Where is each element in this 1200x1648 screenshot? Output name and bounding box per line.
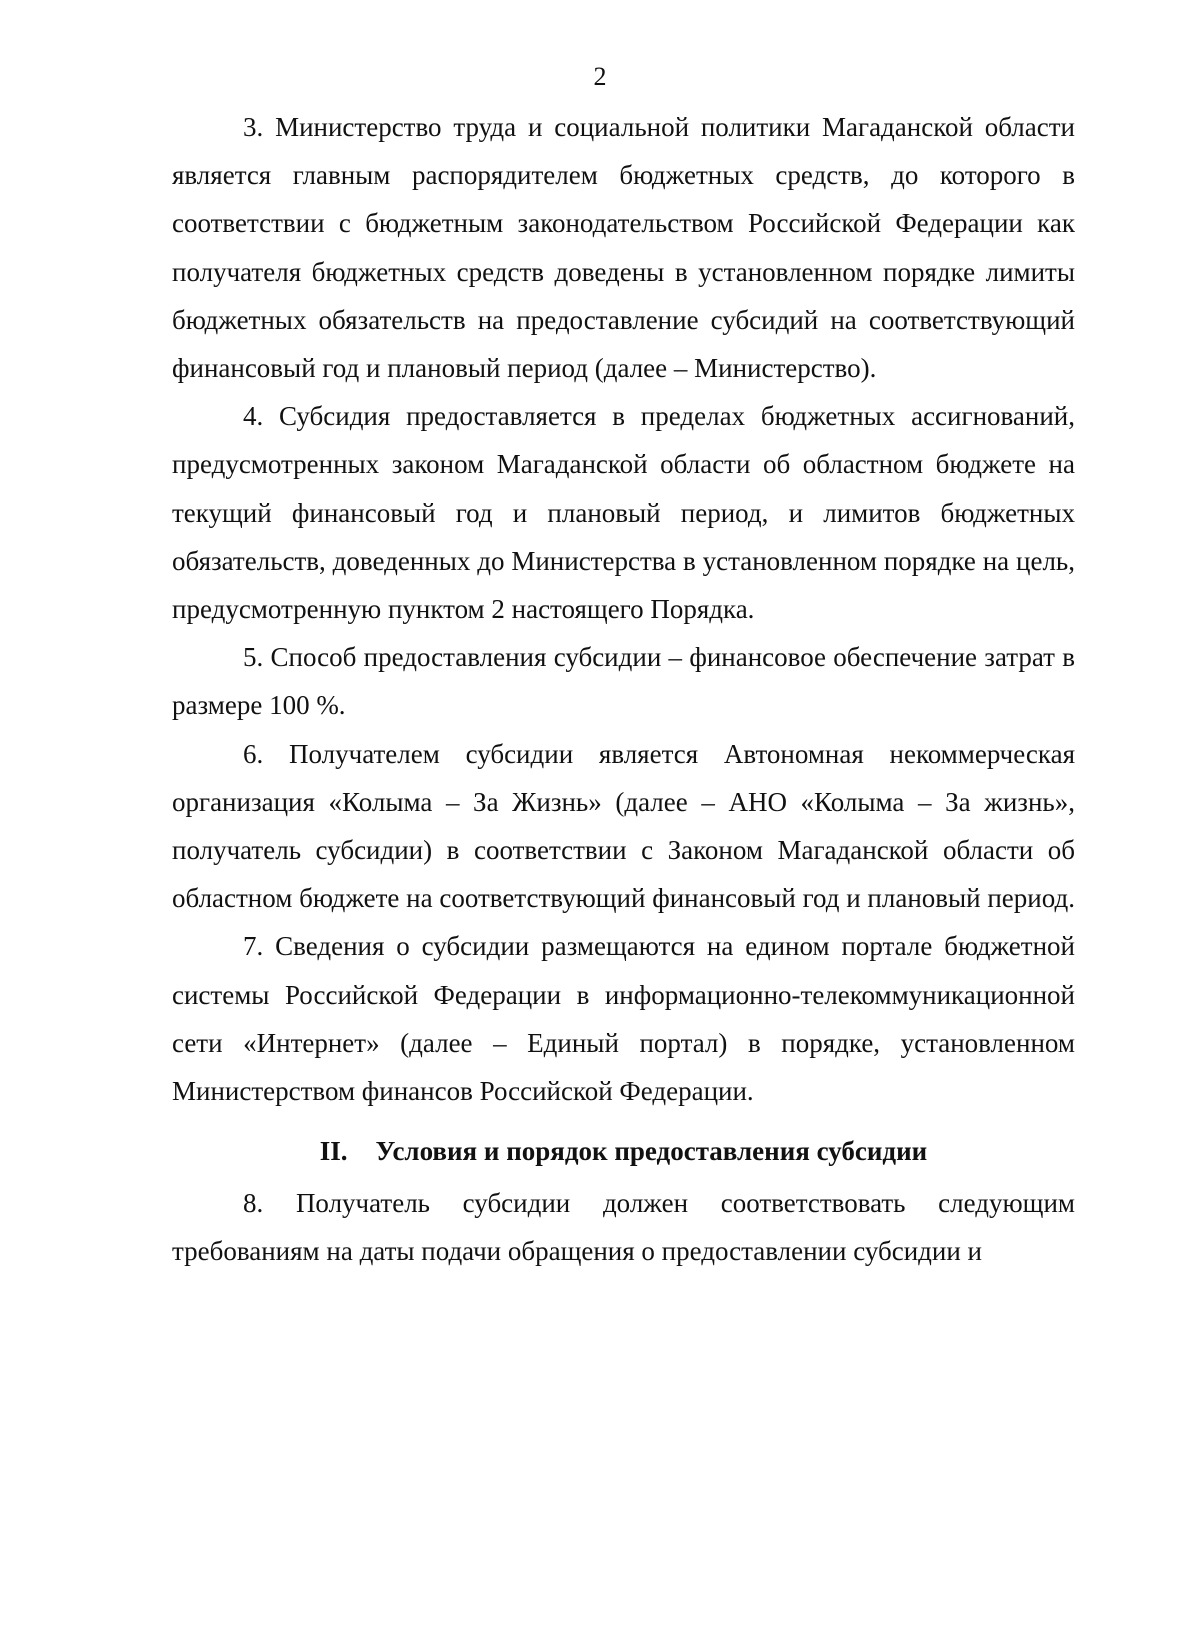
- paragraph-7: 7. Сведения о субсидии размещаются на едином портале бюджетной системы Российской Федерации в информационно-телекоммуникационной сети «Интернет» (далее – Единый портал) в порядке, установленном Министерством финансов Российской Федерации.: [172, 931, 1075, 1107]
- document-body: [172, 103, 1075, 1276]
- paragraph-4: 4. Субсидия предоставляется в пределах бюджетных ассигнований, предусмотренных законом Магаданской области об областном бюджете на текущий финансовый год и плановый период, и лимитов бюджетных обязательств, доведенных до Министерства в установленном порядке на цель, предусмотренную пунктом 2 настоящего Порядка.: [172, 401, 1075, 625]
- section-heading: [172, 1127, 1075, 1175]
- paragraph-6: 6. Получателем субсидии является Автономная некоммерческая организация «Колыма – За Жизнь» (далее – АНО «Колыма – За жизнь», получатель субсидии) в соответствии с Законом Магаданской области об областном бюджете на соответствующий финансовый год и плановый период.: [172, 738, 1075, 914]
- paragraph-5: 5. Способ предоставления субсидии – финансовое обеспечение затрат в размере 100 %.: [172, 642, 1075, 721]
- paragraph-8: 8. Получатель субсидии должен соответствовать следующим требованиям на даты подачи обращения о предоставлении субсидии и: [172, 1188, 1075, 1267]
- section-number: II.: [319, 1136, 348, 1167]
- paragraph-3: 3. Министерство труда и социальной политики Магаданской области является главным распорядителем бюджетных средств, до которого в соответствии с бюджетным законодательством Российской Федерации как получателя бюджетных средств доведены в установленном порядке лимиты бюджетных обязательств на предоставление субсидий на соответствующий финансовый год и плановый период (далее – Министерство).: [172, 112, 1075, 384]
- section-title: Условия и порядок предоставления субсидии: [375, 1136, 928, 1167]
- page-number: 2: [593, 62, 607, 91]
